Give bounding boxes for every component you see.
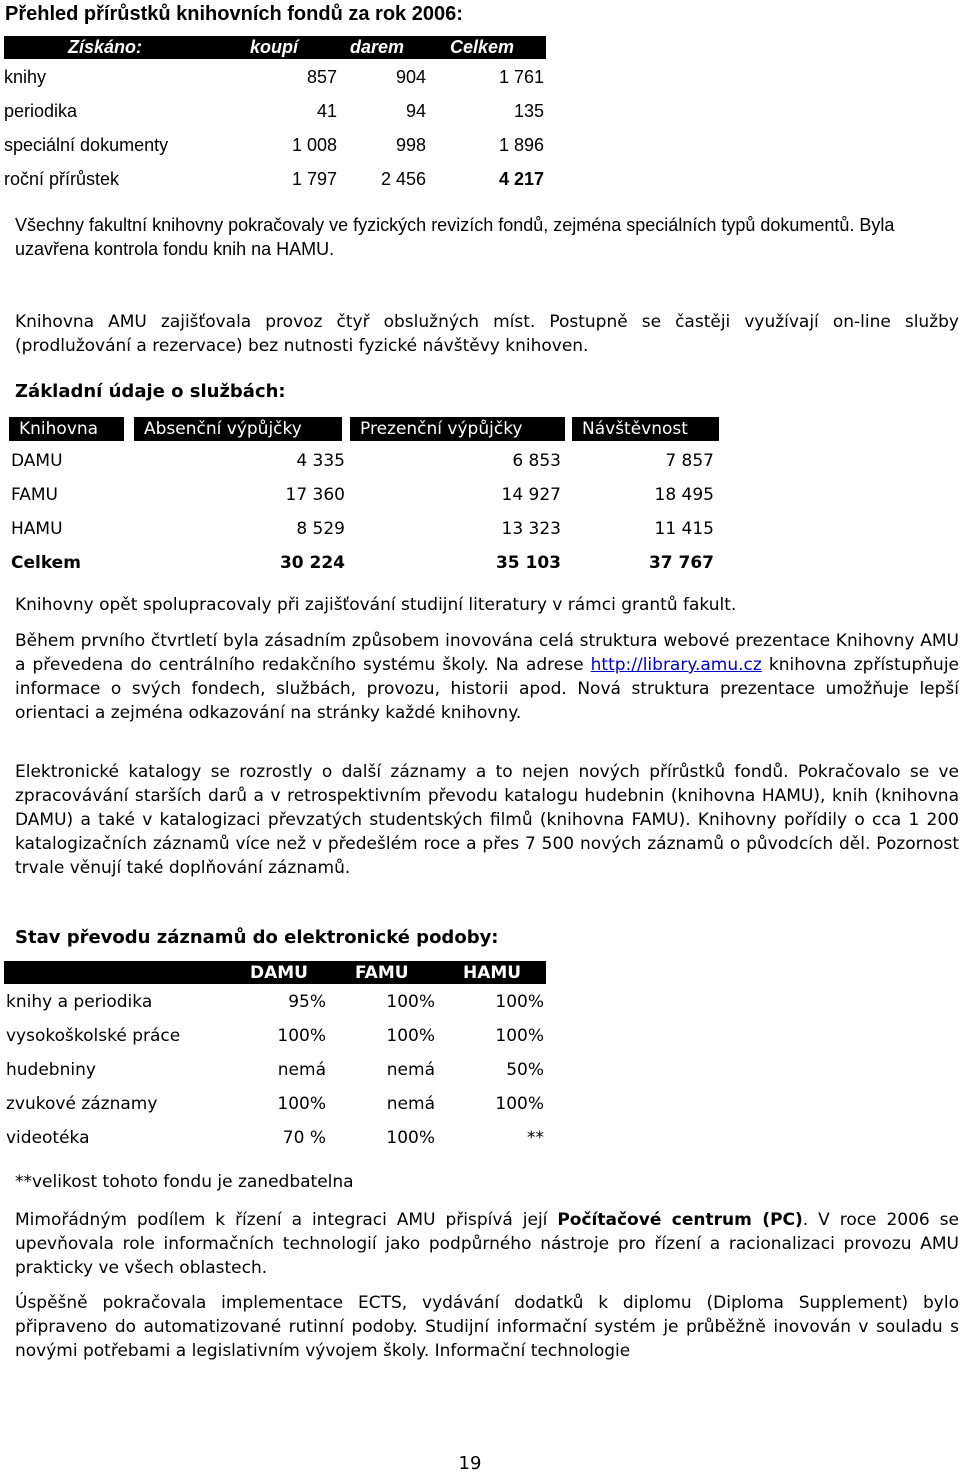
computer-center-name: Počítačové centrum (PC) bbox=[557, 1210, 803, 1230]
cell-value: 70 % bbox=[282, 1128, 326, 1148]
cell-value: 100% bbox=[495, 992, 544, 1012]
paragraph-part: knihovna zpřístupňuje informace o svých fondech, službách, provozu, historii apod. Nová struktura prezentace umožňuje lepší orientaci a zejména odkazování na stránky každé knihovny. bbox=[15, 655, 959, 723]
cell-value: 18 495 bbox=[654, 485, 714, 505]
cell-value: 2 456 bbox=[380, 169, 426, 189]
paragraph-part: . V roce 2006 se upevňovala role informačních technologií jako podpůrného nástroje pro řízení a racionalizaci provozu AMU prakticky ve všech oblastech. bbox=[15, 1210, 959, 1278]
cell-label: videotéka bbox=[6, 1128, 90, 1148]
table-row bbox=[4, 127, 546, 161]
cell-value: 14 927 bbox=[501, 485, 561, 505]
cell-label: FAMU bbox=[11, 485, 58, 505]
table-row bbox=[4, 1120, 546, 1154]
cell-label: vysokoškolské práce bbox=[6, 1026, 181, 1046]
cell-value: 6 853 bbox=[512, 451, 561, 471]
cell-label: roční přírůstek bbox=[4, 169, 120, 189]
status-header-hamu: HAMU bbox=[463, 963, 522, 983]
svc-header-knihovna: Knihovna bbox=[9, 417, 124, 441]
cell-value: 37 767 bbox=[648, 553, 714, 573]
cell-value: 100% bbox=[277, 1094, 326, 1114]
status-table bbox=[4, 961, 546, 1154]
cell-value: 100% bbox=[277, 1026, 326, 1046]
paragraph-cooperation: Knihovny opět spolupracovaly při zajišťování studijní literatury v rámci grantů fakult. bbox=[15, 595, 737, 615]
paragraph-ects: Úspěšně pokračovala implementace ECTS, vydávání dodatků k diplomu (Diploma Supplement) bylo připraveno do automatizované rutinní podoby. Studijní informační systém je průběžně inovován v souladu s novými potřebami a legislativním vývojem školy. Informační technologie bbox=[15, 1293, 959, 1361]
paragraph-part: Mimořádným podílem k řízení a integraci AMU přispívá její bbox=[15, 1210, 558, 1230]
table-row bbox=[9, 509, 719, 543]
cell-value: ** bbox=[527, 1128, 544, 1148]
cell-value: nemá bbox=[277, 1060, 326, 1080]
paragraph-web bbox=[15, 629, 959, 725]
paragraph-part: Knihovna AMU zajišťovala provoz čtyř obslužných míst. bbox=[15, 312, 536, 332]
cell-value: 7 857 bbox=[665, 451, 714, 471]
cell-value: 30 224 bbox=[279, 553, 345, 573]
paragraph-revisions: Všechny fakultní knihovny pokračovaly ve fyzických revizích fondů, zejména speciálních typů dokumentů. Byla uzavřena kontrola fondu knih na HAMU. bbox=[15, 215, 895, 259]
table-row bbox=[4, 59, 546, 93]
services-header bbox=[9, 417, 719, 441]
cell-total: 4 217 bbox=[498, 169, 544, 189]
footnote: **velikost tohoto fondu je zanedbatelna bbox=[15, 1172, 354, 1192]
paragraph-service-points bbox=[15, 310, 959, 358]
cell-value: nemá bbox=[386, 1060, 435, 1080]
page-title: Přehled přírůstků knihovních fondů za rok 2006: bbox=[5, 3, 463, 25]
table-row-total bbox=[9, 543, 719, 577]
paragraph-catalogs: Elektronické katalogy se rozrostly o další záznamy a to nejen nových přírůstků fondů. Pokračovalo se ve zpracovávání starších darů a v retrospektivním převodu katalogu hudebnin (knihovna HAMU), knih (knihovna DAMU) a také v katalogizaci převzatých studentských filmů (knihovna FAMU). Knihovny pořídily o cca 1 200 katalogizačních záznamů více než v předešlém roce a přes 7 500 nových záznamů o původcích děl. Pozornost trvale věnují také doplňování záznamů. bbox=[15, 762, 959, 878]
table-row bbox=[4, 161, 546, 195]
cell-label: zvukové záznamy bbox=[6, 1094, 158, 1114]
cell-value: 1 008 bbox=[291, 135, 337, 155]
library-link[interactable]: http://library.amu.cz bbox=[590, 655, 762, 675]
cell-value: nemá bbox=[386, 1094, 435, 1114]
cell-label: knihy a periodika bbox=[6, 992, 153, 1012]
paragraph-part: Během prvního čtvrtletí byla zásadním způsobem inovována celá struktura webové prezentace Knihovny AMU a převedena do centrálního redakčního systému školy. Na adrese bbox=[15, 631, 959, 675]
cell-value: 35 103 bbox=[495, 553, 561, 573]
acq-header-darem: darem bbox=[350, 37, 405, 57]
status-heading: Stav převodu záznamů do elektronické podoby: bbox=[15, 927, 499, 948]
services-table bbox=[9, 417, 719, 577]
status-header-damu: DAMU bbox=[250, 963, 308, 983]
cell-label: HAMU bbox=[11, 519, 63, 539]
cell-value: 95% bbox=[288, 992, 326, 1012]
cell-label: knihy bbox=[4, 67, 47, 87]
cell-value: 4 335 bbox=[296, 451, 345, 471]
cell-value: 100% bbox=[386, 992, 435, 1012]
cell-label: DAMU bbox=[11, 451, 63, 471]
table-row bbox=[4, 93, 546, 127]
status-header bbox=[4, 961, 546, 984]
services-heading: Základní údaje o službách: bbox=[15, 381, 286, 402]
cell-value: 13 323 bbox=[501, 519, 561, 539]
page-number: 19 bbox=[458, 1453, 482, 1474]
cell-value: 904 bbox=[395, 67, 426, 87]
cell-value: 100% bbox=[495, 1026, 544, 1046]
paragraph-computer-center bbox=[15, 1208, 959, 1280]
table-row bbox=[4, 1052, 546, 1086]
acq-header-ziskano: Získáno: bbox=[68, 37, 143, 57]
table-row bbox=[9, 475, 719, 509]
cell-value: 1 797 bbox=[291, 169, 337, 189]
svc-header-navstevnost: Návštěvnost bbox=[572, 417, 719, 441]
cell-value: 50% bbox=[506, 1060, 544, 1080]
cell-label: Celkem bbox=[11, 553, 81, 573]
cell-value: 1 896 bbox=[498, 135, 544, 155]
cell-value: 17 360 bbox=[285, 485, 345, 505]
table-row bbox=[9, 441, 719, 475]
cell-label: speciální dokumenty bbox=[4, 135, 169, 155]
cell-value: 100% bbox=[386, 1128, 435, 1148]
acquisitions-header bbox=[4, 36, 546, 59]
cell-value: 11 415 bbox=[654, 519, 714, 539]
acquisitions-table bbox=[4, 36, 546, 195]
cell-value: 8 529 bbox=[296, 519, 345, 539]
cell-value: 41 bbox=[316, 101, 337, 121]
cell-value: 135 bbox=[513, 101, 544, 121]
svc-header-absencni: Absenční výpůjčky bbox=[134, 417, 342, 441]
cell-value: 1 761 bbox=[498, 67, 544, 87]
cell-value: 94 bbox=[405, 101, 426, 121]
paragraph-part: Postupně se častěji využívají on-line služby (prodlužování a rezervace) bez nutnosti fyzické návštěvy knihoven. bbox=[15, 312, 959, 356]
table-row bbox=[4, 1018, 546, 1052]
table-row bbox=[4, 984, 546, 1018]
cell-value: 100% bbox=[495, 1094, 544, 1114]
cell-label: periodika bbox=[4, 101, 78, 121]
svc-header-prezencni: Prezenční výpůjčky bbox=[350, 417, 565, 441]
cell-value: 998 bbox=[395, 135, 426, 155]
cell-value: 100% bbox=[386, 1026, 435, 1046]
cell-label: hudebniny bbox=[6, 1060, 96, 1080]
status-header-famu: FAMU bbox=[355, 963, 409, 983]
table-row bbox=[4, 1086, 546, 1120]
cell-value: 857 bbox=[306, 67, 337, 87]
acq-header-koupi: koupí bbox=[250, 37, 298, 57]
acq-header-celkem: Celkem bbox=[450, 37, 515, 57]
